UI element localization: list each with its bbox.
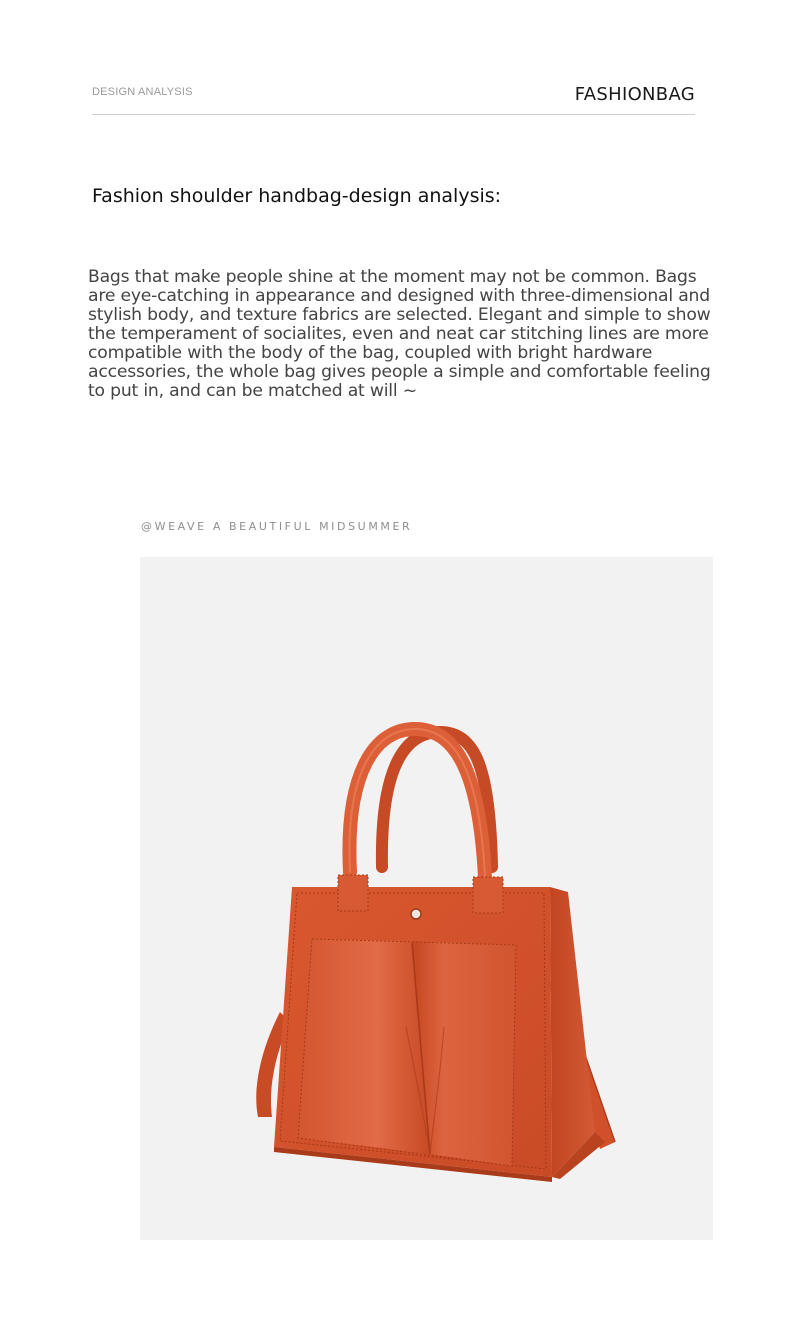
gallery-caption: @WEAVE A BEAUTIFUL MIDSUMMER bbox=[141, 520, 413, 533]
product-photo bbox=[140, 557, 713, 1240]
handbag-illustration bbox=[140, 557, 713, 1240]
header-brand-title: FASHIONBAG bbox=[574, 84, 695, 105]
section-title: Fashion shoulder handbag-design analysis: bbox=[92, 185, 502, 207]
header-left-label: DESIGN ANALYSIS bbox=[92, 86, 193, 98]
section-description: Bags that make people shine at the moment may not be common. Bags are eye-catching in appearance and designed with three-dimensional and stylish body, and texture fabrics are selected. Elegant and simple to show the temperament of socialites, even and neat car stitching lines are more compatible with the body of the bag, coupled with bright hardware accessories, the whole bag gives people a simple and comfortable feeling to put in, and can be matched at will ~ bbox=[88, 267, 711, 401]
header-divider bbox=[92, 114, 695, 115]
